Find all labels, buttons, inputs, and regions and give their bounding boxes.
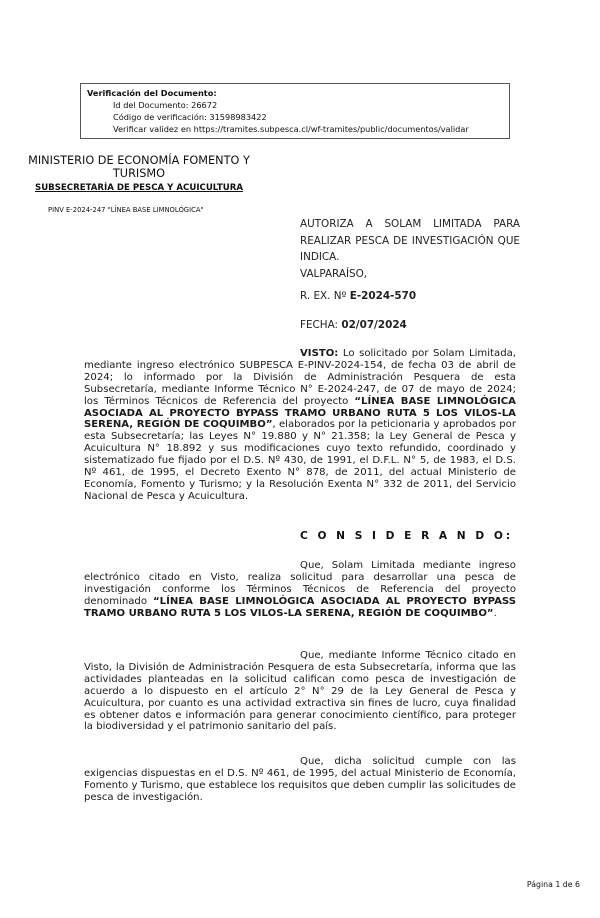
considerando-paragraph-2: [84, 650, 516, 733]
p3-text: Que, dicha solicitud cumple con las exigencias dispuestas en el D.S. Nº 461, de 1995, del actual Ministerio de Economía, Fomento y Turismo, que establece los requisitos que deben cumplir las solicitudes de pesca de investigación.: [84, 756, 516, 803]
page-number: Página 1 de 6: [526, 880, 580, 889]
p1-text-a: Que, Solam Limitada mediante ingreso electrónico citado en Visto, realiza solicitud para desarrollar una pesca de investigación conforme los Términos Técnicos de Referencia del proyecto denominado: [84, 560, 516, 607]
verification-list: [87, 99, 503, 135]
visto-paragraph: [84, 348, 516, 503]
p1-project: “LÍNEA BASE LIMNOLÓGICA ASOCIADA AL PROYECTO BYPASS TRAMO URBANO RUTA 5 LOS VILOS-LA SERENA, REGIÓN DE COQUIMBO”: [84, 595, 517, 619]
resolution-city: VALPARAÍSO,: [300, 268, 368, 280]
resolution-title: AUTORIZA A SOLAM LIMITADA PARA REALIZAR PESCA DE INVESTIGACIÓN QUE INDICA.: [300, 218, 520, 263]
p1-text-b: .: [493, 607, 497, 619]
fecha-value: 02/07/2024: [341, 319, 407, 331]
visto-project: “LÍNEA BASE LIMNOLÓGICA ASOCIADA AL PROYECTO BYPASS TRAMO URBANO RUTA 5 LOS VILOS-LA SERENA, REGIÓN DE COQUIMBO”: [84, 395, 516, 431]
pinv-reference: PINV E-2024-247 "LÍNEA BASE LIMNOLÓGICA": [48, 206, 204, 214]
fecha-label: FECHA:: [300, 319, 342, 331]
rex-label: R. EX. Nº: [300, 290, 350, 302]
resolution-number: [300, 290, 416, 302]
rex-number: E-2024-570: [349, 290, 417, 302]
verification-box: [80, 83, 510, 139]
visto-text-a: Lo solicitado por Solam Limitada, mediante ingreso electrónico SUBPESCA E-PINV-2024-154, de fecha 03 de abril de 2024; lo informado por la División de Administración Pesquera de esta Subsecretaría, mediante Informe Técnico N° E-2024-247, de 07 de mayo de 2024; los Términos Técnicos de Referencia del proyecto: [84, 348, 516, 407]
verification-code: • Código de verificación: 31598983422: [113, 111, 503, 123]
verification-url[interactable]: • Verificar validez en https://tramites.subpesca.cl/wf-tramites/public/documentos/validar: [113, 123, 503, 135]
subsecretaria-name: SUBSECRETARÍA DE PESCA Y ACUICULTURA: [35, 183, 243, 193]
p2-text: Que, mediante Informe Técnico citado en Visto, la División de Administración Pesquera de esta Subsecretaría, informa que las actividades planteadas en la solicitud califican como pesca de investigación de acuerdo a lo dispuesto en el artículo 2° N° 29 de la Ley General de Pesca y Acuicultura, por cuanto es una actividad extractiva sin fines de lucro, cuya finalidad es obtener datos e información para generar conocimiento científico, para proteger la biodiversidad y el patrimonio sanitario del país.: [84, 650, 516, 733]
considerando-paragraph-3: [84, 756, 516, 804]
visto-text-b: , elaborados por la peticionaria y aprobados por esta Subsecretaría; las Leyes N° 19.880 y N° 21.358; la Ley General de Pesca y Acuicultura N° 18.892 y sus modificaciones cuyo texto refundido, coordinado y sistematizado fue fijado por el D.S. Nº 430, de 1991, el D.F.L. N° 5, de 1983, el D.S. Nº 461, de 1995, el Decreto Exento N° 878, de 2011, del actual Ministerio de Economía, Fomento y Turismo; y la Resolución Exenta N° 332 de 2011, del Servicio Nacional de Pesca y Acuicultura.: [84, 419, 516, 502]
considerando-heading: C O N S I D E R A N D O:: [300, 530, 514, 542]
considerando-paragraph-1: [84, 560, 516, 620]
visto-label: VISTO:: [300, 348, 339, 359]
document-id: • Id del Documento: 26672: [113, 99, 503, 111]
verification-title: Verificación del Documento:: [87, 88, 217, 98]
resolution-date: [300, 319, 407, 331]
ministry-name: MINISTERIO DE ECONOMÍA FOMENTO Y TURISMO: [28, 154, 250, 180]
